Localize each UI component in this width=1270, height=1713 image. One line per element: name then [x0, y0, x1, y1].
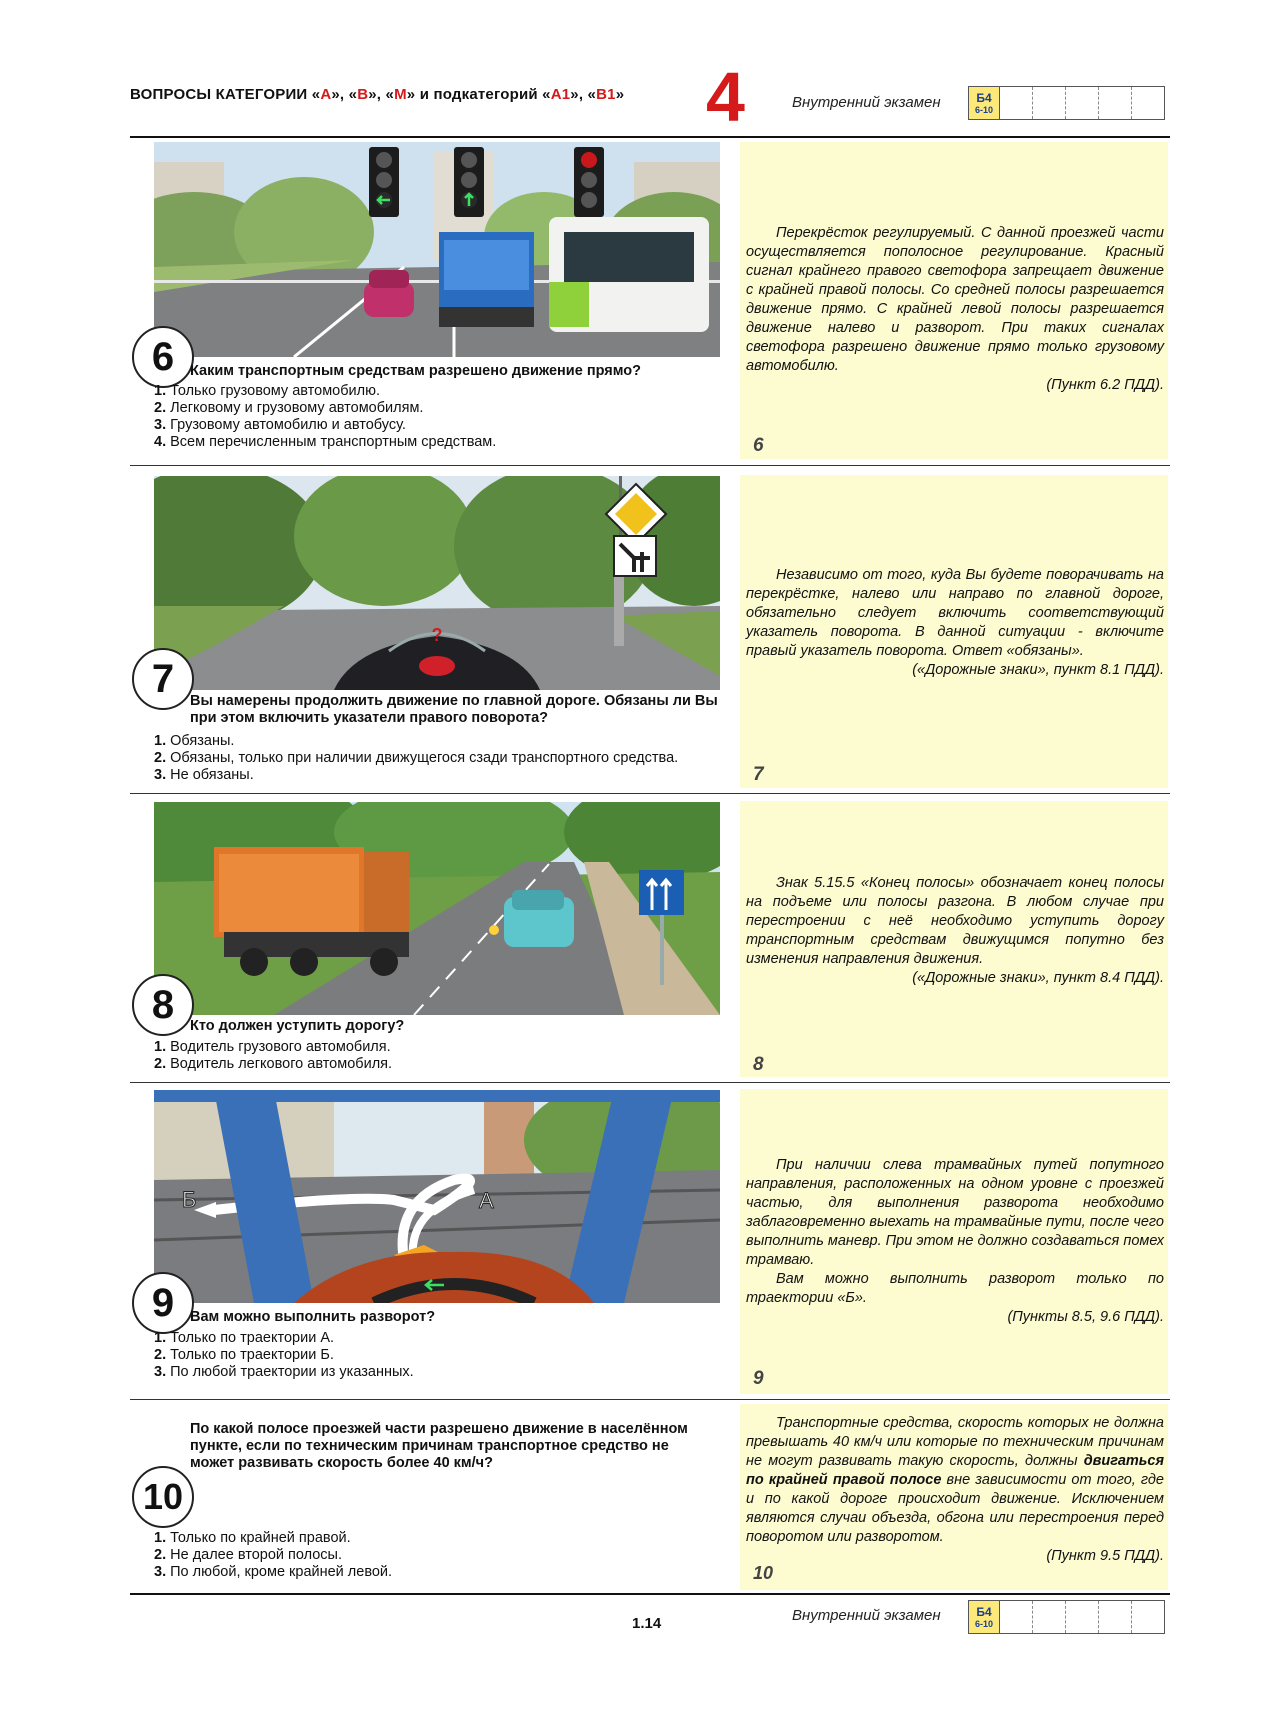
answer-cell	[1132, 1601, 1164, 1633]
question-10-answers	[154, 1530, 720, 1581]
answer-option[interactable]: 1. Обязаны.	[154, 733, 235, 749]
question-7-answers	[154, 733, 720, 784]
ticket-number: 4	[706, 58, 745, 136]
answer-option[interactable]: 2. Только по траектории Б.	[154, 1347, 334, 1363]
trajectory-a-label: А	[479, 1188, 494, 1213]
answer-option[interactable]: 2. Не далее второй полосы.	[154, 1547, 343, 1563]
answer-table	[968, 86, 1165, 120]
question-8-image	[154, 802, 720, 1015]
answer-option[interactable]: 1. Только по крайней правой.	[154, 1530, 351, 1546]
question-8-text: Кто должен уступить дорогу?	[190, 1018, 405, 1034]
trajectory-b-label: Б	[182, 1187, 197, 1212]
footer-rule	[130, 1593, 1170, 1595]
answer-cell	[1066, 1601, 1099, 1633]
answer-cell	[1132, 87, 1164, 119]
answer-option[interactable]: 2. Обязаны, только при наличии движущегося сзади транспортного средства.	[154, 750, 679, 766]
answer-option[interactable]: 3. По любой, кроме крайней левой.	[154, 1564, 393, 1580]
question-9-image	[154, 1090, 720, 1303]
answer-option[interactable]: 2. Легковому и грузовому автомобилям.	[154, 400, 424, 416]
footer-answer-table	[968, 1600, 1165, 1634]
answer-cell	[1099, 1601, 1132, 1633]
footer-exam-label: Внутренний экзамен	[792, 1607, 941, 1624]
header-rule	[130, 136, 1170, 138]
panel-number-7: 7	[753, 764, 764, 785]
question-number-badge: 6	[132, 326, 194, 388]
table-code-cell: Б4 6-10	[969, 87, 1000, 119]
answer-option[interactable]: 3. По любой траектории из указанных.	[154, 1364, 414, 1380]
question-number-badge: 10	[132, 1466, 194, 1528]
answer-cell	[1033, 87, 1066, 119]
answer-cell	[1099, 87, 1132, 119]
question-6-image	[154, 142, 720, 357]
question-8-answers	[154, 1039, 720, 1073]
panel-number-10: 10	[753, 1563, 774, 1583]
answer-cell	[1000, 1601, 1033, 1633]
panel-number-6: 6	[753, 435, 764, 456]
answer-option[interactable]: 3. Не обязаны.	[154, 767, 254, 783]
panel-number-8: 8	[753, 1054, 764, 1075]
page-header-title: ВОПРОСЫ КАТЕГОРИИ «А», «В», «М» и подкатегорий «А1», «В1»	[130, 86, 625, 103]
question-mark-label: ?	[431, 625, 443, 645]
panel-number-9: 9	[753, 1368, 764, 1389]
question-9-text: Вам можно выполнить разворот?	[190, 1309, 436, 1325]
table-code-cell: Б4 6-10	[969, 1601, 1000, 1633]
explanation-7: Независимо от того, куда Вы будете поворачивать на перекрёстке, налево или направо по главной дороге, обязательно следует включить соответствующий указатель поворота. В данной ситуации - включите правый указатель поворота. Ответ «обязаны». («Дорожные знаки», пункт 8.1 ПДД).	[746, 567, 1164, 678]
explanation-9: При наличии слева трамвайных путей попутного направления, расположенных на одном уровне с проезжей частью, для выполнения разворота необходимо заблаговременно выехать на трамвайные пути, после чего выполнить маневр. При этом не должно создаваться помех трамваю. Вам можно выполнить разворот только по траектории «Б». (Пункты 8.5, 9.6 ПДД).	[746, 1157, 1164, 1325]
section-divider	[130, 1399, 1170, 1400]
exam-label: Внутренний экзамен	[792, 94, 941, 111]
section-divider	[130, 1082, 1170, 1083]
question-number-badge: 8	[132, 974, 194, 1036]
page-number: 1.14	[632, 1615, 662, 1632]
question-number-badge: 9	[132, 1272, 194, 1334]
section-divider	[130, 465, 1170, 466]
answer-cell	[1000, 87, 1033, 119]
explanation-8: Знак 5.15.5 «Конец полосы» обозначает конец полосы на подъеме или полосы разгона. В любом случае при перестроении с неё необходимо уступить дорогу транспортным средствам движущимся попутно без изменения направления движения. («Дорожные знаки», пункт 8.4 ПДД).	[746, 875, 1164, 986]
explanation-6: Перекрёсток регулируемый. С данной проезжей части осуществляется пополосное регулирование. Красный сигнал крайнего правого светофора запрещает движение с крайней правой полосы. Со средней полосы разрешается движение прямо. С крайней левой полосы разрешается движение налево и разворот. При таких сигналах светофора разрешено движение прямо только грузовому автомобилю. (Пункт 6.2 ПДД).	[746, 225, 1164, 393]
answer-option[interactable]: 1. Только грузовому автомобилю.	[154, 383, 381, 399]
question-6-text: Каким транспортным средствам разрешено движение прямо?	[190, 363, 641, 379]
answer-option[interactable]: 1. Водитель грузового автомобиля.	[154, 1039, 391, 1055]
question-7-text: Вы намерены продолжить движение по главной дороге. Обязаны ли Вы при этом включить указатели правого поворота?	[190, 693, 718, 726]
question-6-answers	[154, 383, 720, 451]
answer-option[interactable]: 1. Только по траектории А.	[154, 1330, 335, 1346]
explanation-10: Транспортные средства, скорость которых не должна превышать 40 км/ч или которые по техническим причинам не могут развивать такую скорость, должны двигаться по крайней правой полосе вне зависимости от того, где и по какой дороге происходит движение. Исключением являются случаи объезда, обгона или перестроения перед поворотом или разворотом. (Пункт 9.5 ПДД).	[746, 1415, 1164, 1564]
answer-option[interactable]: 2. Водитель легкового автомобиля.	[154, 1056, 393, 1072]
question-7-image	[154, 476, 720, 690]
question-9-answers	[154, 1330, 720, 1381]
question-10-text: По какой полосе проезжей части разрешено движение в населённом пункте, если по техническим причинам транспортное средство не может развивать скорость более 40 км/ч?	[190, 1421, 688, 1471]
answer-cell	[1066, 87, 1099, 119]
answer-cell	[1033, 1601, 1066, 1633]
answer-option[interactable]: 3. Грузовому автомобилю и автобусу.	[154, 417, 406, 433]
answer-option[interactable]: 4. Всем перечисленным транспортным средствам.	[154, 434, 497, 450]
question-number-badge: 7	[132, 648, 194, 710]
section-divider	[130, 793, 1170, 794]
